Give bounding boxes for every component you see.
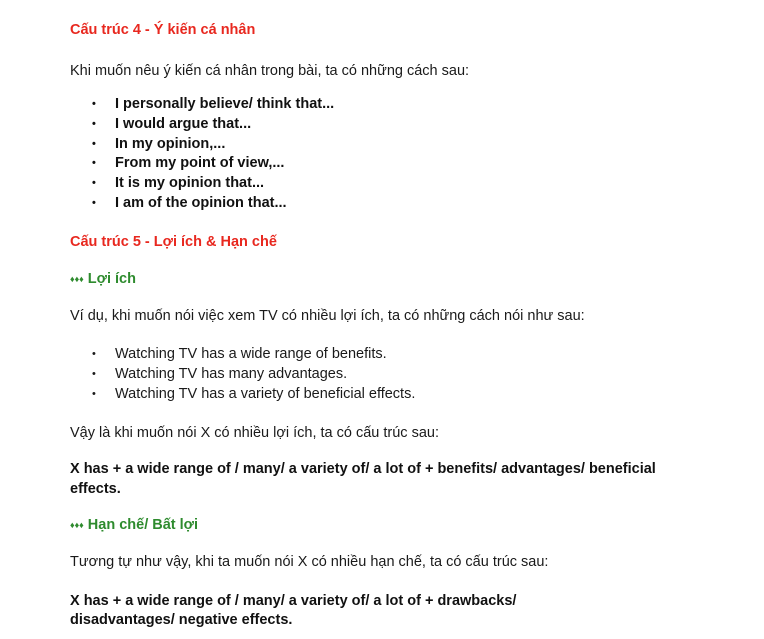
- list-item: • In my opinion,...: [70, 135, 334, 155]
- list-item: • Watching TV has many advantages.: [70, 365, 415, 385]
- benefits-summary: Vậy là khi muốn nói X có nhiều lợi ích, ta có cấu trúc sau:: [70, 425, 439, 441]
- section-4-intro: Khi muốn nêu ý kiến cá nhân trong bài, ta có những cách sau:: [70, 63, 470, 79]
- bullet-icon: •: [92, 387, 96, 400]
- benefits-title: Lợi ích: [87, 271, 136, 287]
- drawbacks-structure-line-2: disadvantages/ negative effects.: [70, 612, 293, 628]
- benefits-heading: [70, 270, 136, 288]
- benefits-structure: X has + a wide range of / many/ a variety of/ a lot of + benefits/ advantages/ beneficial effects.: [70, 461, 656, 497]
- list-item: • Watching TV has a variety of beneficial effects.: [70, 385, 415, 405]
- bullet-icon: •: [92, 177, 96, 190]
- opinion-phrase-list: [70, 95, 334, 214]
- list-item: • From my point of view,...: [70, 154, 334, 174]
- bullet-icon: •: [92, 137, 96, 150]
- list-item: • Watching TV has a wide range of benefits.: [70, 345, 415, 365]
- bullet-icon: •: [92, 348, 96, 360]
- diamond-icon: ♦♦♦: [70, 274, 84, 284]
- drawbacks-heading: [70, 516, 198, 534]
- section-4-title: Cấu trúc 4 - Ý kiến cá nhân: [70, 22, 256, 38]
- section-5-title: Cấu trúc 5 - Lợi ích & Hạn chế: [70, 234, 277, 250]
- list-item: • I personally believe/ think that...: [70, 95, 334, 115]
- bullet-icon: •: [92, 367, 96, 380]
- diamond-icon: ♦♦♦: [70, 520, 84, 530]
- benefits-intro: Ví dụ, khi muốn nói việc xem TV có nhiều lợi ích, ta có những cách nói như sau:: [70, 308, 585, 324]
- list-item: • It is my opinion that...: [70, 174, 334, 194]
- list-item: • I am of the opinion that...: [70, 194, 334, 214]
- bullet-icon: •: [92, 98, 96, 110]
- bullet-icon: •: [92, 117, 96, 130]
- benefit-example-list: [70, 345, 415, 404]
- bullet-icon: •: [92, 157, 96, 170]
- list-item: • I would argue that...: [70, 115, 334, 135]
- drawbacks-structure-line-1: X has + a wide range of / many/ a variety of/ a lot of + drawbacks/: [70, 593, 517, 609]
- bullet-icon: •: [92, 196, 96, 209]
- drawbacks-intro: Tương tự như vậy, khi ta muốn nói X có nhiều hạn chế, ta có cấu trúc sau:: [70, 554, 549, 570]
- drawbacks-title: Hạn chế/ Bất lợi: [87, 517, 199, 533]
